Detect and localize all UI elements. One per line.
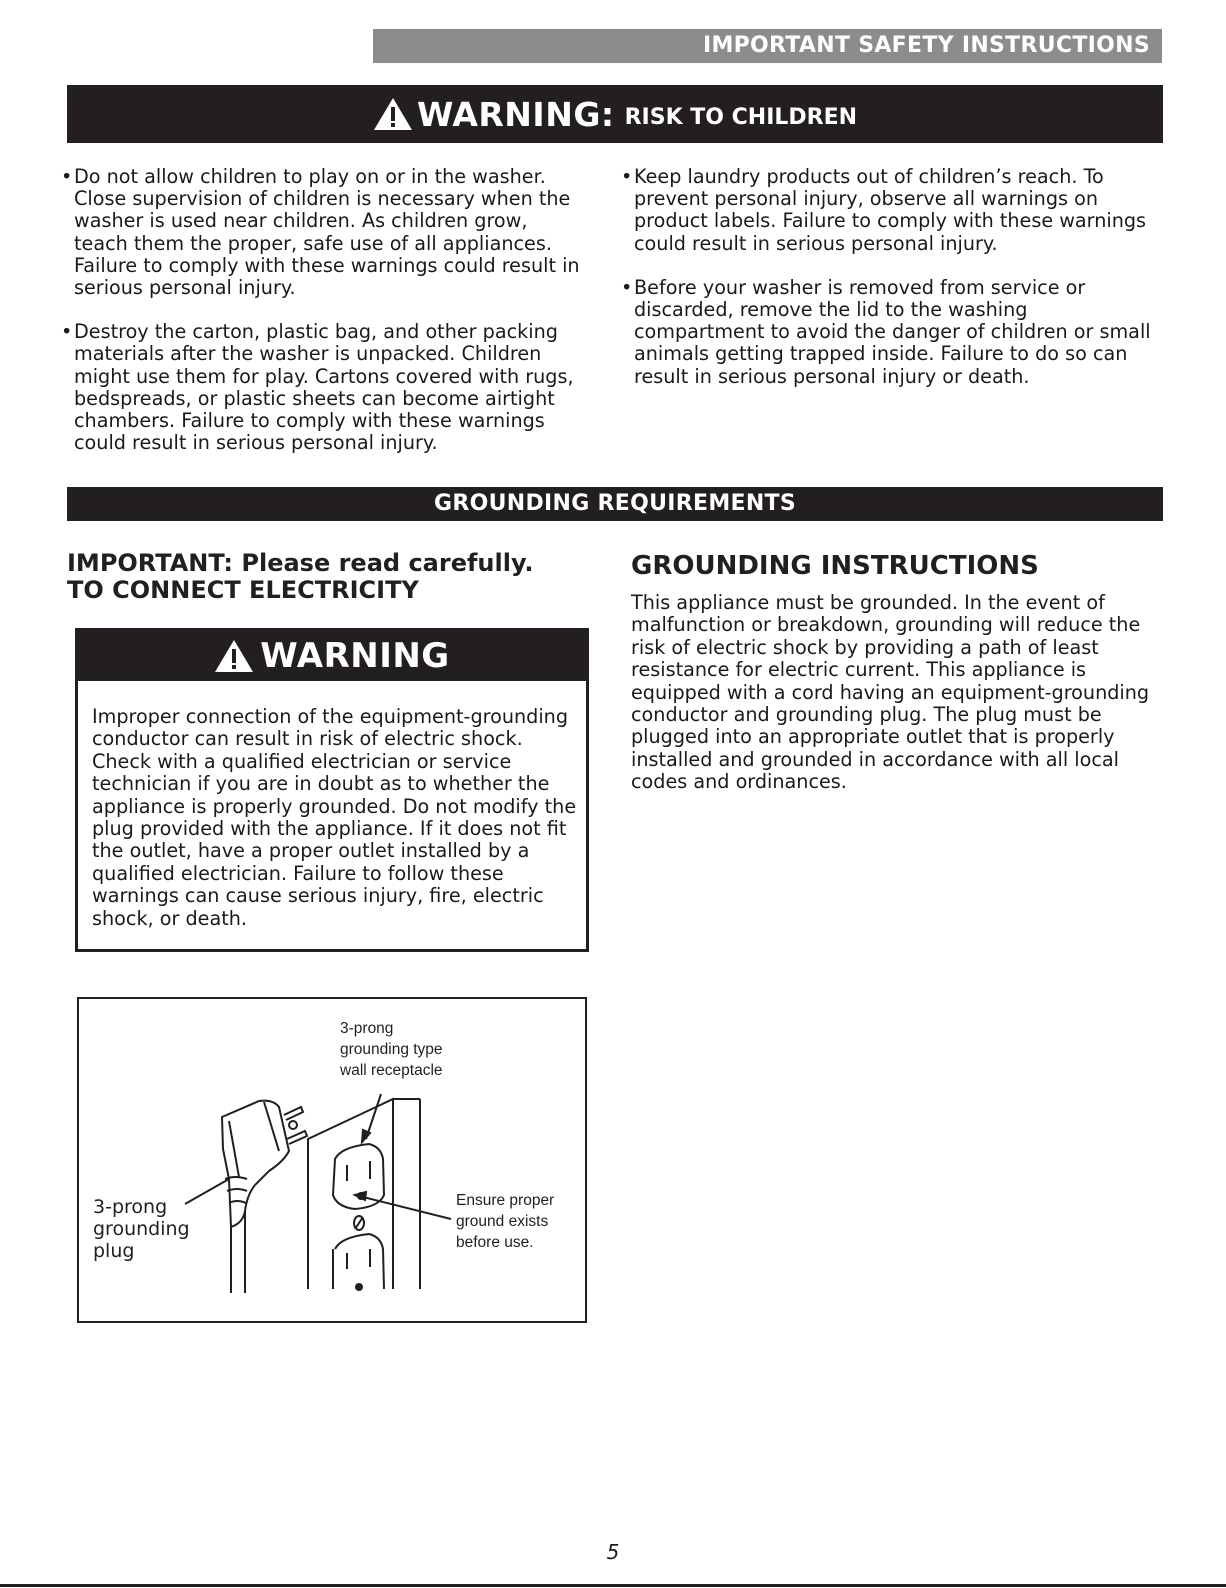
warning-triangle-icon <box>214 639 254 673</box>
important-line: IMPORTANT: Please read carefully. <box>67 549 534 577</box>
children-left-column <box>62 166 587 476</box>
bottom-rule <box>0 1584 1226 1587</box>
bullet-text: Keep laundry products out of children’s reach. To prevent personal injury, observe all warnings on product labels. Failure to comply with these warnings could result in serious personal injury. <box>634 165 1147 255</box>
receptacle-label: 3-prong grounding type wall receptacle <box>340 1020 443 1079</box>
plug-outlet-illustration <box>79 999 585 1321</box>
grounding-requirements-banner <box>67 487 1163 521</box>
grounding-plug-diagram <box>77 997 587 1323</box>
bullet-item: • Keep laundry products out of children’s reach. To prevent personal injury, observe all warnings on product labels. Failure to comply with these warnings could result in serious personal injury. <box>621 165 1147 255</box>
warning-children-banner <box>67 85 1163 143</box>
bullet-item: • Destroy the carton, plastic bag, and other packing materials after the washer is unpacked. Children might use them for play. Cartons covered with rugs, bedspreads, or plastic sheets can become airtight chambers. Failure to comply with these warnings could result in serious personal injury. <box>61 320 574 455</box>
section-header-title: IMPORTANT SAFETY INSTRUCTIONS <box>702 33 1150 58</box>
plug-body <box>222 1101 289 1227</box>
lower-receptacle <box>333 1234 384 1289</box>
electrical-warning-text: Improper connection of the equipment-grounding conductor can result in risk of electric shock. Check with a qualified electrician or service technician if you are in doubt as to whether the appliance is properly grounded. Do not modify the plug provided with the appliance. If it does not fit the outlet, have a proper outlet installed by a qualified electrician. Failure to follow these warnings can cause serious injury, fire, electric shock, or death. <box>92 705 577 930</box>
wall-plate-outline <box>308 1099 393 1289</box>
electrical-warning-header <box>78 631 586 681</box>
electrical-warning-title: WARNING <box>260 636 450 676</box>
warning-subject: RISK TO CHILDREN <box>624 104 858 130</box>
plug-arrow <box>185 1179 229 1204</box>
electrical-warning-box <box>75 628 589 952</box>
warning-label: WARNING: <box>416 94 615 134</box>
important-heading <box>67 550 587 604</box>
connect-electricity-line: TO CONNECT ELECTRICITY <box>67 576 419 604</box>
warning-triangle-icon <box>373 97 413 131</box>
grounding-instructions-text: This appliance must be grounded. In the event of malfunction or breakdown, grounding will reduce the risk of electric shock by providing a path of least resistance for electric current. This appliance is equipped with a cord having an equipment-grounding conductor and grounding plug. The plug must be plugged into an appropriate outlet that is properly installed and grounded in accordance with all local codes and ordinances. <box>631 591 1150 794</box>
ground-arrow <box>359 1196 451 1219</box>
bullet-item: • Before your washer is removed from service or discarded, remove the lid to the washing compartment to avoid the danger of children or small animals getting trapped inside. Failure to do so can result in serious personal injury or death. <box>621 275 1151 388</box>
page-number: 5 <box>606 1540 620 1564</box>
bullet-text: Do not allow children to play on or in the washer. Close supervision of children is necessary when the washer is used near children. As children grow, teach them the proper, safe use of all appliances. Failure to comply with these warnings could result in serious personal injury. <box>74 165 580 300</box>
plug-prong <box>287 1131 307 1144</box>
plug-label: 3-prong grounding plug <box>93 1196 190 1262</box>
section-header-bar <box>373 29 1162 63</box>
ground-note-label: Ensure proper ground exists before use. <box>456 1192 555 1251</box>
grounding-instructions-heading: GROUNDING INSTRUCTIONS <box>631 551 1039 581</box>
grounding-requirements-title: GROUNDING REQUIREMENTS <box>433 491 797 516</box>
bullet-text: Before your washer is removed from service or discarded, remove the lid to the washing compartment to avoid the danger of children or small animals getting trapped inside. Failure to do so can result in serious personal injury or death. <box>634 275 1151 388</box>
bullet-text: Destroy the carton, plastic bag, and other packing materials after the washer is unpacked. Children might use them for play. Cartons covered with rugs, bedspreads, or plastic sheets can become airtight chambers. Failure to comply with these warnings could result in serious personal injury. <box>74 320 574 455</box>
bullet-item: • Do not allow children to play on or in the washer. Close supervision of children is necessary when the washer is used near children. As children grow, teach them the proper, safe use of all appliances. Failure to comply with these warnings could result in serious personal injury. <box>61 165 580 300</box>
children-right-column <box>622 166 1162 410</box>
ground-pin <box>289 1121 297 1129</box>
plug-prong <box>284 1107 303 1120</box>
upper-receptacle <box>333 1144 384 1209</box>
